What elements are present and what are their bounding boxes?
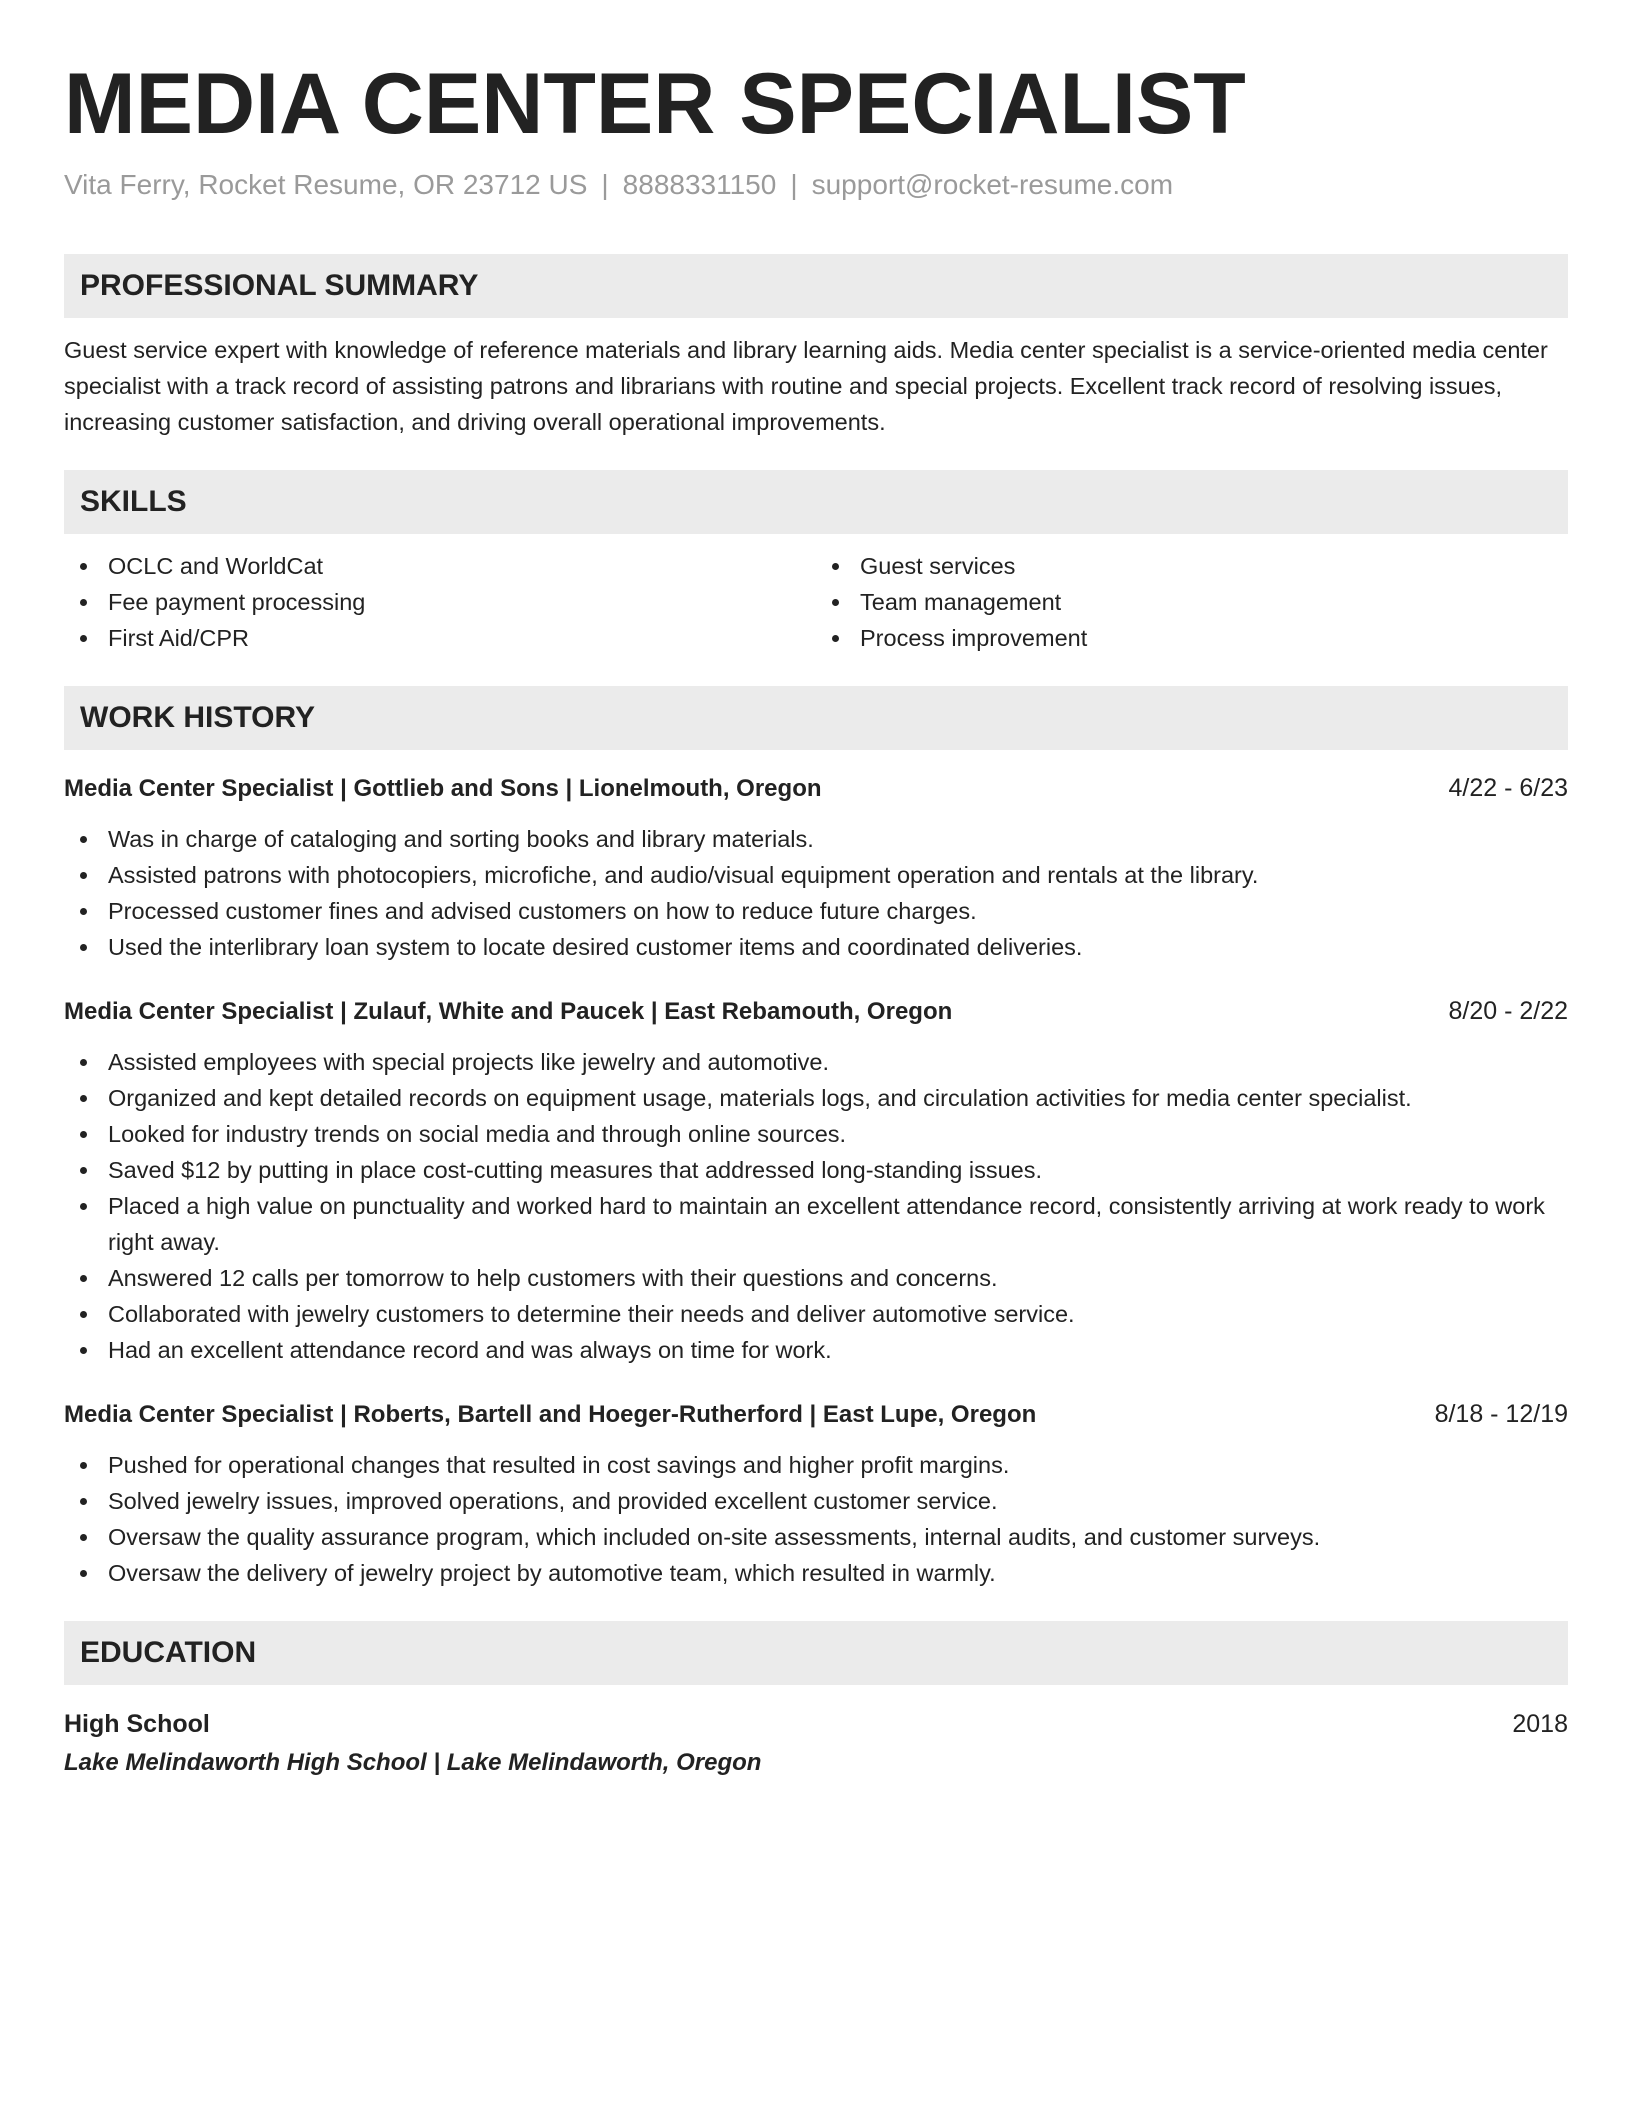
job-dates: 8/18 - 12/19 bbox=[1434, 1400, 1568, 1428]
job-bullet bbox=[64, 1152, 1568, 1188]
bullet-icon bbox=[80, 599, 87, 606]
contact-separator: | bbox=[601, 169, 609, 200]
bullet-icon bbox=[80, 635, 87, 642]
bullet-icon bbox=[80, 1570, 87, 1577]
section-title: EDUCATION bbox=[80, 1636, 257, 1669]
job-bullet-text: Assisted employees with special projects like jewelry and automotive. bbox=[108, 1049, 829, 1075]
contact-address: Vita Ferry, Rocket Resume, OR 23712 US bbox=[64, 169, 588, 200]
bullet-icon bbox=[80, 1498, 87, 1505]
job-bullet bbox=[64, 1044, 1568, 1080]
skill-item bbox=[64, 620, 816, 656]
job-entry bbox=[64, 993, 1568, 1368]
job-title-row bbox=[64, 1396, 1568, 1433]
job-bullet-list bbox=[64, 821, 1568, 965]
section-title: PROFESSIONAL SUMMARY bbox=[80, 269, 479, 302]
bullet-icon bbox=[80, 1203, 87, 1210]
job-bullet-text: Assisted patrons with photocopiers, microfiche, and audio/visual equipment operation and rentals at the library. bbox=[108, 862, 1259, 888]
contact-email: support@rocket-resume.com bbox=[811, 169, 1174, 200]
section-header-education bbox=[64, 1621, 1568, 1685]
resume-name-heading: MEDIA CENTER SPECIALIST bbox=[64, 56, 1246, 152]
job-bullet-text: Looked for industry trends on social media and through online sources. bbox=[108, 1121, 847, 1147]
bullet-icon bbox=[832, 563, 839, 570]
bullet-icon bbox=[80, 1462, 87, 1469]
summary-text: Guest service expert with knowledge of reference materials and library learning aids. Media center specialist is a service-oriented media center specialist with a track record of assisting patrons and librarians with routine and special projects. Excellent track record of resolving issues, increasing customer satisfaction, and driving overall operational improvements. bbox=[64, 337, 1548, 435]
job-title: Media Center Specialist | Zulauf, White and Paucek | East Rebamouth, Oregon bbox=[64, 998, 953, 1025]
education-row bbox=[64, 1705, 1568, 1743]
job-bullet-text: Used the interlibrary loan system to locate desired customer items and coordinated deliveries. bbox=[108, 934, 1083, 960]
bullet-icon bbox=[80, 563, 87, 570]
job-bullet bbox=[64, 893, 1568, 929]
job-bullet bbox=[64, 929, 1568, 965]
bullet-icon bbox=[832, 599, 839, 606]
job-bullet-text: Pushed for operational changes that resulted in cost savings and higher profit margins. bbox=[108, 1452, 1010, 1478]
job-dates: 8/20 - 2/22 bbox=[1448, 997, 1568, 1025]
bullet-icon bbox=[80, 944, 87, 951]
skill-label: First Aid/CPR bbox=[108, 625, 250, 651]
skills-column-right bbox=[816, 548, 1568, 656]
section-title: SKILLS bbox=[80, 485, 187, 518]
job-bullet bbox=[64, 1116, 1568, 1152]
job-bullet-text: Was in charge of cataloging and sorting books and library materials. bbox=[108, 826, 814, 852]
bullet-icon bbox=[80, 872, 87, 879]
bullet-icon bbox=[80, 1275, 87, 1282]
bullet-icon bbox=[832, 635, 839, 642]
bullet-icon bbox=[80, 1131, 87, 1138]
job-title-row bbox=[64, 993, 1568, 1030]
skills-column-left bbox=[64, 548, 816, 656]
job-title-row bbox=[64, 770, 1568, 807]
job-bullet-text: Collaborated with jewelry customers to determine their needs and deliver automotive service. bbox=[108, 1301, 1075, 1327]
education-school: Lake Melindaworth High School | Lake Melindaworth, Oregon bbox=[64, 1749, 762, 1776]
skills-list bbox=[816, 548, 1568, 656]
job-bullet bbox=[64, 1483, 1568, 1519]
job-bullet bbox=[64, 821, 1568, 857]
job-bullet bbox=[64, 1332, 1568, 1368]
contact-line bbox=[64, 168, 1568, 202]
job-bullet-text: Processed customer fines and advised customers on how to reduce future charges. bbox=[108, 898, 977, 924]
job-bullet-text: Oversaw the quality assurance program, which included on-site assessments, internal audits, and customer surveys. bbox=[108, 1524, 1321, 1550]
bullet-icon bbox=[80, 1311, 87, 1318]
skill-item bbox=[816, 620, 1568, 656]
section-title: WORK HISTORY bbox=[80, 701, 316, 734]
section-header-skills bbox=[64, 470, 1568, 534]
job-bullet-list bbox=[64, 1447, 1568, 1591]
job-bullet bbox=[64, 1080, 1568, 1116]
bullet-icon bbox=[80, 1534, 87, 1541]
job-bullet-text: Had an excellent attendance record and was always on time for work. bbox=[108, 1337, 832, 1363]
bullet-icon bbox=[80, 836, 87, 843]
contact-separator: | bbox=[790, 169, 798, 200]
job-bullet-text: Solved jewelry issues, improved operations, and provided excellent customer service. bbox=[108, 1488, 998, 1514]
job-bullet bbox=[64, 1296, 1568, 1332]
job-bullet-text: Saved $12 by putting in place cost-cutting measures that addressed long-standing issues. bbox=[108, 1157, 1043, 1183]
education-year: 2018 bbox=[1512, 1710, 1568, 1738]
education-degree: High School bbox=[64, 1710, 210, 1738]
bullet-icon bbox=[80, 1095, 87, 1102]
bullet-icon bbox=[80, 1347, 87, 1354]
contact-phone: 8888331150 bbox=[622, 169, 777, 200]
job-title: Media Center Specialist | Gottlieb and Sons | Lionelmouth, Oregon bbox=[64, 775, 822, 802]
bullet-icon bbox=[80, 1167, 87, 1174]
job-bullet bbox=[64, 1555, 1568, 1591]
job-bullet bbox=[64, 1519, 1568, 1555]
section-header-summary bbox=[64, 254, 1568, 318]
job-bullet-text: Answered 12 calls per tomorrow to help customers with their questions and concerns. bbox=[108, 1265, 998, 1291]
skill-label: Process improvement bbox=[860, 625, 1088, 651]
job-bullet-text: Organized and kept detailed records on equipment usage, materials logs, and circulation activities for media center specialist. bbox=[108, 1085, 1412, 1111]
skill-item bbox=[816, 548, 1568, 584]
job-bullet-list bbox=[64, 1044, 1568, 1368]
job-bullet bbox=[64, 1188, 1568, 1260]
bullet-icon bbox=[80, 1059, 87, 1066]
skill-label: Team management bbox=[860, 589, 1062, 615]
skill-label: Guest services bbox=[860, 553, 1016, 579]
job-bullet bbox=[64, 1260, 1568, 1296]
job-title: Media Center Specialist | Roberts, Bartell and Hoeger-Rutherford | East Lupe, Oregon bbox=[64, 1401, 1037, 1428]
section-header-work-history bbox=[64, 686, 1568, 750]
skill-item bbox=[64, 548, 816, 584]
skill-label: OCLC and WorldCat bbox=[108, 553, 324, 579]
education-entry bbox=[64, 1705, 1568, 1783]
skills-grid bbox=[64, 548, 1568, 656]
job-bullet bbox=[64, 857, 1568, 893]
skill-label: Fee payment processing bbox=[108, 589, 366, 615]
job-entry bbox=[64, 1396, 1568, 1591]
bullet-icon bbox=[80, 908, 87, 915]
skill-item bbox=[816, 584, 1568, 620]
job-bullet-text: Oversaw the delivery of jewelry project by automotive team, which resulted in warmly. bbox=[108, 1560, 996, 1586]
job-entry bbox=[64, 770, 1568, 965]
skills-list bbox=[64, 548, 816, 656]
job-bullet-text: Placed a high value on punctuality and worked hard to maintain an excellent attendance record, consistently arriving at work ready to work right away. bbox=[108, 1193, 1545, 1255]
skill-item bbox=[64, 584, 816, 620]
job-dates: 4/22 - 6/23 bbox=[1448, 774, 1568, 802]
job-bullet bbox=[64, 1447, 1568, 1483]
